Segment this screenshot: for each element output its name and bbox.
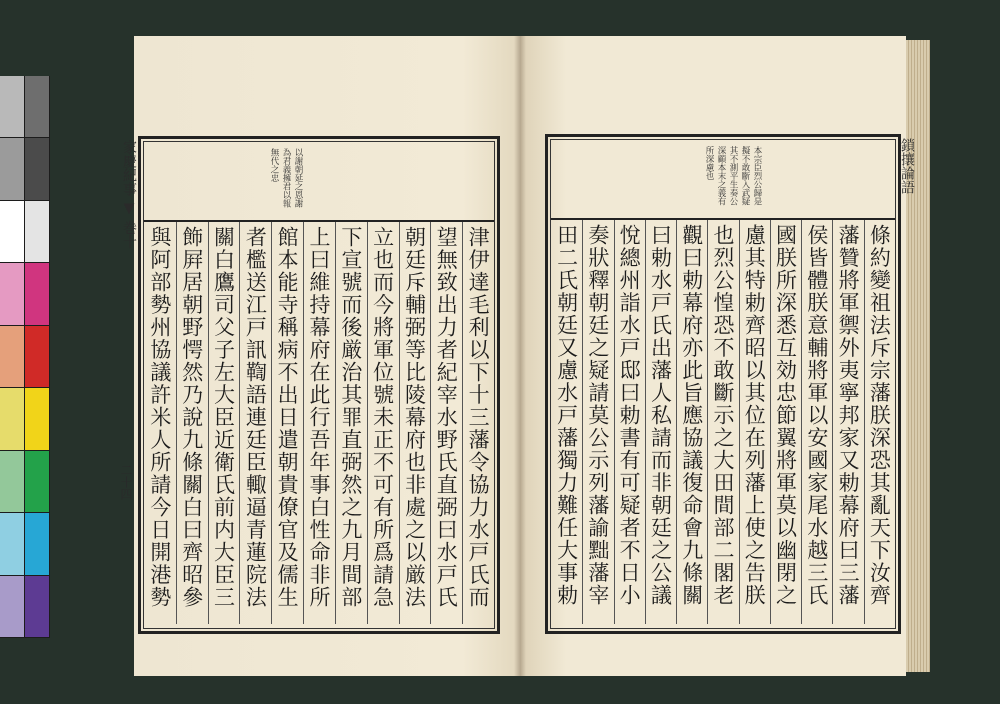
left-margin-strip	[118, 140, 138, 620]
left-volume-label: 巻十	[121, 220, 137, 249]
text-column: 條約變祖法斥宗藩朕深恐其亂天下汝齊	[867, 224, 892, 607]
color-patch	[25, 263, 49, 324]
column-rule	[707, 220, 708, 624]
column-rule	[645, 220, 646, 624]
column-rule	[430, 222, 431, 624]
text-column: 悅總州詣水戸邸曰勅書有可疑者不日小	[617, 224, 642, 607]
column-rule	[801, 220, 802, 624]
text-column: 觀曰勅幕府亦此旨應協議復命會九條關	[679, 224, 704, 607]
color-patch	[0, 451, 24, 512]
column-rule	[176, 222, 177, 624]
right-header-note-1: 本宗臣烈公歸是	[752, 146, 762, 206]
color-patch	[25, 576, 49, 637]
gutter-shadow	[514, 36, 526, 676]
text-column: 藩贊將軍禦外夷寧邦家又勅幕府曰三藩	[836, 224, 861, 607]
column-rule	[335, 222, 336, 624]
column-rule	[676, 220, 677, 624]
left-margin-title: 家慶紀事	[121, 140, 137, 196]
left-header-note-1: 以謝朝延之恩謝	[293, 148, 303, 208]
column-rule	[832, 220, 833, 624]
color-patch	[25, 76, 49, 137]
column-rule	[770, 220, 771, 624]
left-text-frame	[138, 136, 500, 634]
right-header-note-5: 所深慮也	[704, 146, 714, 180]
color-patch	[0, 513, 24, 574]
left-header-note-3: 無代之忠	[269, 148, 279, 182]
right-header-band	[551, 140, 895, 220]
right-header-note-3: 其不測平生奏公	[728, 146, 738, 206]
color-patch	[0, 76, 24, 137]
text-column: 飾屛居朝野愕然乃說九條關白曰齊昭參	[179, 226, 204, 609]
text-column: 津伊達毛利以下十三藩令協力水戸氏而	[466, 226, 491, 609]
column-rule	[582, 220, 583, 624]
column-rule	[614, 220, 615, 624]
color-patch	[25, 201, 49, 262]
column-rule	[303, 222, 304, 624]
text-column: 國朕所深悉互効忠節翼將軍莫以幽閉之	[773, 224, 798, 607]
text-column: 下宣號而後厳治其罪直弼然之九月間部	[338, 226, 363, 609]
column-rule	[239, 222, 240, 624]
color-patch	[0, 201, 24, 262]
color-patch	[25, 388, 49, 449]
text-column: 曰勅水戸氏出藩人私請而非朝廷之公議	[648, 224, 673, 607]
color-patch	[25, 138, 49, 199]
page-edges	[906, 40, 930, 672]
left-folio-number: 二十四	[119, 464, 133, 500]
text-column: 關白鷹司父子左大臣近衛氏前内大臣三	[211, 226, 236, 609]
text-column: 館本能寺稱病不出日遣朝貴僚官及儒生	[275, 226, 300, 609]
right-margin-title: 鎖攘論語	[899, 138, 915, 194]
color-calibration-strip	[0, 76, 50, 638]
color-patch	[25, 326, 49, 387]
text-column: 也烈公惶恐不敢斷示之大田間部二閣老	[711, 224, 735, 607]
column-rule	[864, 220, 865, 624]
fish-tail-mark: ▼	[121, 200, 137, 217]
text-column: 與阿部勢州協議許米人所請今日開港勢	[147, 226, 172, 609]
column-rule	[208, 222, 209, 624]
column-rule	[462, 222, 463, 624]
right-text-frame	[545, 134, 901, 634]
text-column: 朝廷斥輔弼等比陵幕府也非處之以厳法	[402, 226, 427, 609]
color-patch	[0, 263, 24, 324]
right-header-note-2: 擬不敢斷入武疑	[740, 146, 750, 206]
text-column: 者檻送江戸訊鞫語連廷臣輙逼青蓮院法	[243, 226, 268, 609]
right-header-note-4: 深顧本末之義有	[716, 146, 726, 206]
left-header-note-2: 為君義擁君以報	[281, 148, 291, 208]
color-patch	[25, 513, 49, 574]
color-patch	[0, 326, 24, 387]
text-column: 望無致出力者紀宰水野氏直弼曰水戸氏	[434, 226, 459, 609]
color-patch	[0, 388, 24, 449]
column-rule	[739, 220, 740, 624]
column-rule	[367, 222, 368, 624]
column-rule	[399, 222, 400, 624]
text-column: 田二氏朝廷又慮水戸藩獨力難任大事勅	[554, 224, 579, 607]
text-column: 奏狀釋朝廷之疑請莫公示列藩諭黜藩宰	[585, 224, 610, 607]
text-column: 侯皆體朕意輔將軍以安國家尾水越三氏	[804, 224, 829, 607]
color-patch	[0, 138, 24, 199]
text-column: 慮其特勅齊昭以其位在列藩上使之告朕	[742, 224, 767, 607]
text-column: 上曰維持幕府在此行吾年事白性命非所	[307, 226, 331, 609]
left-header-band	[144, 142, 494, 222]
column-rule	[271, 222, 272, 624]
text-column: 立也而今將軍位號未正不可有所爲請急	[370, 226, 395, 609]
color-patch	[0, 576, 24, 637]
color-patch	[25, 451, 49, 512]
